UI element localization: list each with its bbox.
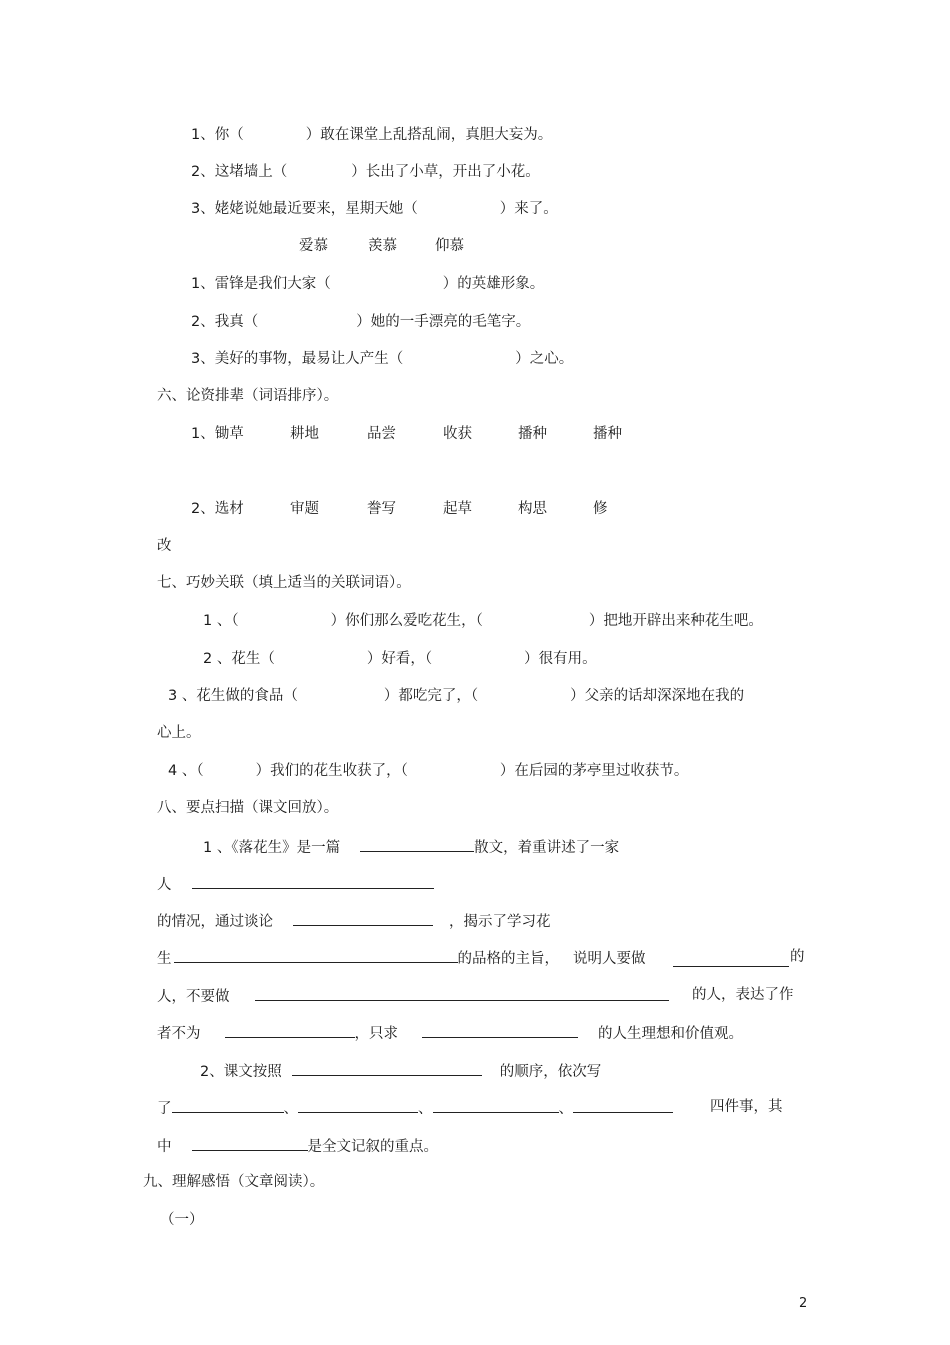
point-line-2 [157, 873, 434, 895]
word: 品尝 [367, 426, 396, 442]
word: 起草 [443, 501, 472, 517]
section-8-heading: 八、要点扫描（课文回放）。 [157, 800, 339, 816]
point-line-7 [200, 1060, 601, 1082]
text: 的人生理想和价值观。 [598, 1026, 743, 1042]
text: 2、课文按照 [200, 1064, 282, 1080]
word: 1、锄草 [191, 426, 244, 442]
link-line-3-wrap: 心上。 [157, 725, 201, 741]
answer-underline[interactable] [192, 1135, 308, 1151]
text: 了 [157, 1101, 172, 1117]
answer-underline[interactable] [172, 1097, 284, 1113]
point-line-8 [157, 1097, 673, 1119]
link-line-2 [203, 649, 597, 669]
answer-underline[interactable] [433, 1097, 559, 1113]
answer-underline[interactable] [673, 951, 789, 967]
answer-underline[interactable] [192, 873, 434, 889]
answer-underline[interactable] [422, 1022, 578, 1038]
text: 的 [790, 949, 805, 965]
fill-line-2 [191, 162, 540, 182]
text: 1、你（ [191, 127, 244, 143]
point-line-6 [157, 1022, 743, 1044]
text: ，揭示了学习花 [449, 914, 551, 930]
section-9-heading: 九、理解感悟（文章阅读）。 [143, 1174, 325, 1190]
text: 3 、花生做的食品（ [168, 688, 298, 704]
answer-underline[interactable] [292, 1060, 482, 1076]
point-line-9 [157, 1135, 438, 1157]
text: 的人，表达了作 [692, 987, 794, 1003]
link-line-3 [168, 686, 744, 706]
separator: 、 [418, 1101, 433, 1117]
fill-line-6 [191, 349, 573, 369]
text: ）把地开辟出来种花生吧。 [588, 613, 763, 629]
point-line-1 [203, 836, 619, 858]
text: 2 、花生（ [203, 651, 275, 667]
word: 收获 [443, 426, 472, 442]
text: 的情况，通过谈论 [157, 914, 273, 930]
answer-underline[interactable] [298, 1097, 418, 1113]
word-wrap: 改 [157, 538, 172, 554]
word: 播种 [593, 426, 622, 442]
answer-underline[interactable] [293, 910, 433, 926]
answer-underline[interactable] [174, 947, 458, 963]
text: ，只求 [354, 1026, 398, 1042]
text: 四件事，其 [710, 1099, 783, 1115]
answer-underline[interactable] [225, 1022, 355, 1038]
fill-line-4 [191, 274, 544, 294]
word: 羡慕 [368, 238, 397, 254]
point-line-5 [157, 985, 669, 1007]
text: ）你们那么爱吃花生，（ [330, 613, 483, 629]
link-line-4 [168, 761, 688, 781]
word: 耕地 [290, 426, 319, 442]
fill-line-3 [191, 199, 558, 219]
text: 的品格的主旨， [457, 951, 559, 967]
word: 仰慕 [435, 238, 464, 254]
text: 生 [157, 951, 172, 967]
point-line-3 [157, 910, 551, 932]
text: 2、我真（ [191, 314, 259, 330]
point-line-4 [157, 947, 646, 969]
link-line-1 [203, 611, 763, 631]
text: ）敢在课堂上乱搭乱闹，真胆大妄为。 [305, 127, 553, 143]
word: 审题 [290, 501, 319, 517]
order-row-1 [191, 424, 244, 444]
text: ）我们的花生收获了，（ [255, 763, 408, 779]
word-bank [299, 236, 464, 256]
separator: 、 [283, 1101, 298, 1117]
text: ）都吃完了，（ [383, 688, 479, 704]
page-number: 2 [799, 1296, 808, 1311]
answer-underline[interactable] [360, 836, 474, 852]
text: ）在后园的茅亭里过收获节。 [499, 763, 689, 779]
text: 人，不要做 [157, 989, 230, 1005]
text: 的顺序，依次写 [499, 1064, 602, 1080]
text: 是全文记叙的重点。 [307, 1139, 438, 1155]
text: ）父亲的话却深深地在我的 [570, 688, 745, 704]
text: 1 、《落花生》是一篇 [203, 840, 341, 856]
text: 3、美好的事物，最易让人产生（ [191, 351, 404, 367]
order-row-2: 2、选材 [191, 501, 244, 517]
text: ）长出了小草，开出了小花。 [351, 164, 540, 180]
word: 誊写 [367, 501, 396, 517]
section-7-heading: 七、巧妙关联（填上适当的关联词语）。 [157, 575, 411, 591]
text: 2、这堵墙上（ [191, 164, 288, 180]
text: ）之心。 [515, 351, 574, 367]
text: 说明人要做 [573, 951, 646, 967]
fill-line-1 [191, 125, 552, 145]
text: 者不为 [157, 1026, 201, 1042]
text: 1、雷锋是我们大家（ [191, 276, 331, 292]
text: 中 [157, 1139, 172, 1155]
text: 4 、（ [168, 763, 204, 779]
word: 爱慕 [299, 238, 328, 254]
text: 人 [157, 877, 172, 893]
text: ）来了。 [499, 201, 558, 217]
text: ）她的一手漂亮的毛笔字。 [356, 314, 531, 330]
answer-underline[interactable] [255, 985, 669, 1001]
word: 播种 [518, 426, 547, 442]
text: ）的英雄形象。 [442, 276, 545, 292]
answer-underline[interactable] [573, 1097, 673, 1113]
text: 散文，着重讲述了一家 [474, 840, 620, 856]
word: 修 [593, 501, 608, 517]
section-6-heading: 六、论资排辈（词语排序）。 [157, 388, 339, 404]
text: ）好看，（ [366, 651, 433, 667]
text: 1 、（ [203, 613, 239, 629]
text: 3、姥姥说她最近要来，星期天她（ [191, 201, 418, 217]
word: 构思 [518, 501, 547, 517]
sub-heading: （一） [160, 1212, 204, 1228]
text: ）很有用。 [524, 651, 597, 667]
fill-line-5 [191, 312, 530, 332]
separator: 、 [558, 1101, 573, 1117]
